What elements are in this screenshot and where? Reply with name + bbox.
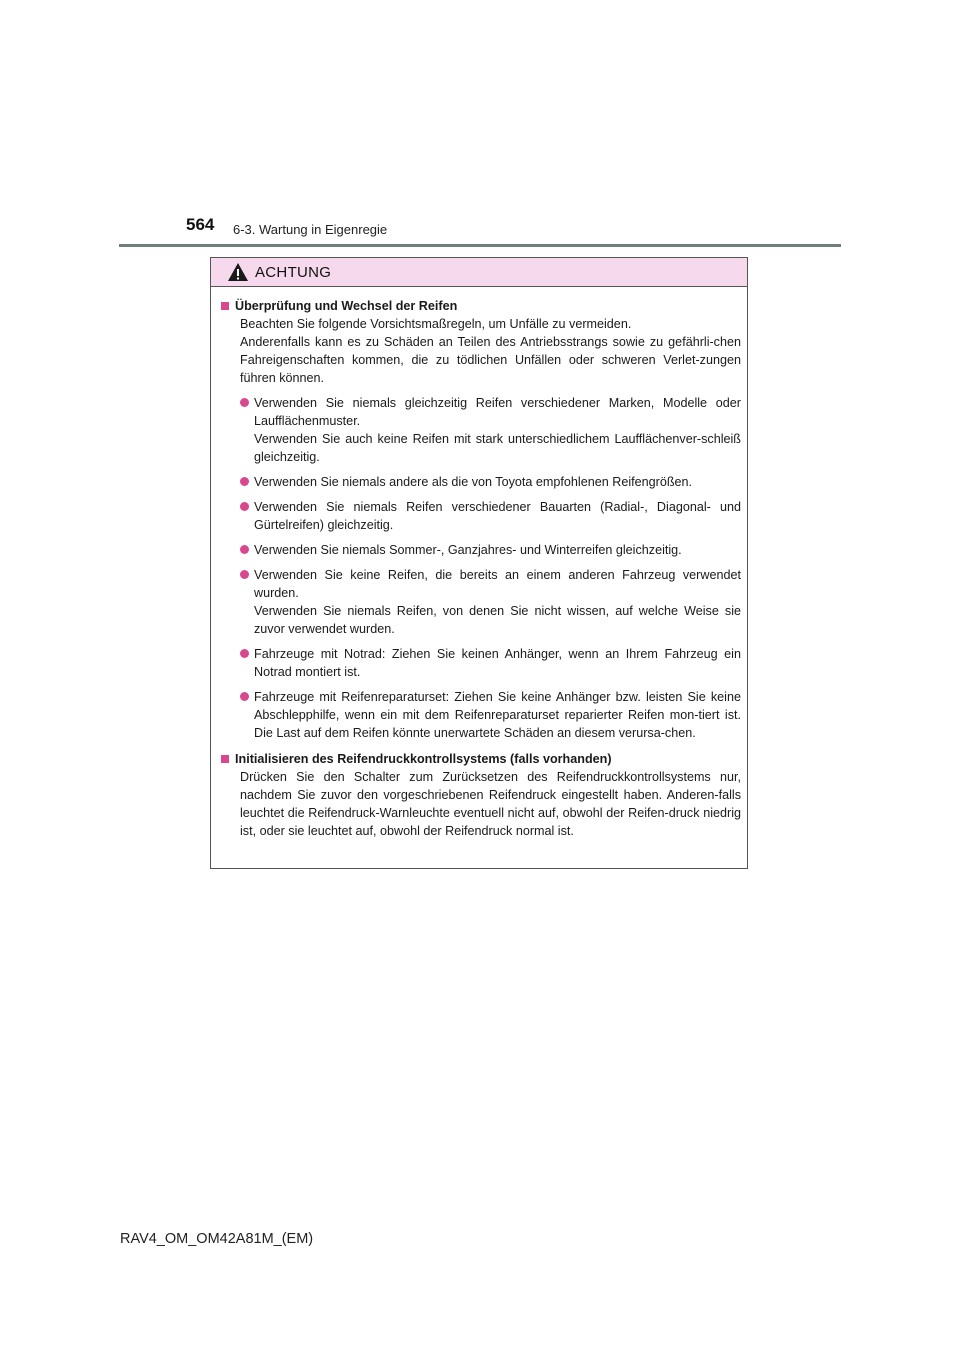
list-item-text: Verwenden Sie niemals gleichzeitig Reifen verschiedener Marken, Modelle oder Laufflächenmuster. <box>254 396 741 428</box>
topic-heading-text: Überprüfung und Wechsel der Reifen <box>235 299 458 313</box>
topic-heading <box>221 750 741 768</box>
list-item-text: Fahrzeuge mit Reifenreparaturset: Ziehen Sie keine Anhänger bzw. leisten Sie keine Abschlepphilfe, wenn ein mit dem Reifenreparaturset reparierter Reifen mon-tiert ist. Die Last auf dem Reifen könnte unerwartete Schäden an diesem verursa-chen. <box>254 690 741 740</box>
list-item <box>221 541 741 559</box>
topic-intro: Anderenfalls kann es zu Schäden an Teilen des Antriebsstrangs sowie zu gefährli-chen Fahreigenschaften kommen, die zu tödlichen Unfällen oder schweren Verlet-zungen führen können. <box>240 335 741 385</box>
list-item <box>221 394 741 466</box>
warning-header <box>211 258 747 287</box>
section-title: 6-3. Wartung in Eigenregie <box>233 222 388 237</box>
page-number: 564 <box>186 215 215 234</box>
topic-tpms-init <box>221 750 741 840</box>
topic-intro: Drücken Sie den Schalter zum Zurücksetzen des Reifendruckkontrollsystems nur, nachdem Sie zuvor den vorgeschriebenen Reifendruck eingestellt haben. Anderen-falls leuchtet die Reifendruck-Warnleuchte eventuell nicht auf, obwohl der Reifen-druck niedrig ist, oder sie leuchtet auf, obwohl der Reifendruck normal ist. <box>240 770 741 838</box>
bullet-dot-icon <box>240 545 249 554</box>
bullet-dot-icon <box>240 398 249 407</box>
warning-body <box>211 287 747 840</box>
list-item <box>221 688 741 742</box>
list-item-text: Fahrzeuge mit Notrad: Ziehen Sie keinen Anhänger, wenn an Ihrem Fahrzeug ein Notrad montiert ist. <box>254 647 741 679</box>
bullet-dot-icon <box>240 502 249 511</box>
list-item-text: Verwenden Sie niemals andere als die von Toyota empfohlenen Reifengrößen. <box>254 475 693 489</box>
list-item-text: Verwenden Sie niemals Reifen, von denen Sie nicht wissen, auf welche Weise sie zuvor verwendet wurden. <box>254 604 741 636</box>
list-item <box>221 645 741 681</box>
warning-triangle-icon <box>227 262 249 282</box>
document-code: RAV4_OM_OM42A81M_(EM) <box>120 1231 314 1247</box>
list-item <box>221 566 741 638</box>
square-bullet-icon <box>221 302 229 310</box>
topic-intro: Beachten Sie folgende Vorsichtsmaßregeln, um Unfälle zu vermeiden. <box>240 317 632 331</box>
bullet-dot-icon <box>240 570 249 579</box>
list-item-text: Verwenden Sie niemals Sommer-, Ganzjahres- und Winterreifen gleichzeitig. <box>254 543 682 557</box>
list-item-text: Verwenden Sie niemals Reifen verschiedener Bauarten (Radial-, Diagonal- und Gürtelreifen) gleichzeitig. <box>254 500 741 532</box>
topic-heading-text: Initialisieren des Reifendruckkontrollsystems (falls vorhanden) <box>235 752 612 766</box>
list-item-text: Verwenden Sie keine Reifen, die bereits an einem anderen Fahrzeug verwendet wurden. <box>254 568 741 600</box>
list-item <box>221 473 741 491</box>
warning-box <box>210 257 748 869</box>
topic-tire-check <box>221 297 741 742</box>
square-bullet-icon <box>221 755 229 763</box>
bullet-dot-icon <box>240 649 249 658</box>
topic-heading <box>221 297 741 315</box>
bullet-dot-icon <box>240 477 249 486</box>
list-item <box>221 498 741 534</box>
header-divider <box>119 244 841 247</box>
warning-title: ACHTUNG <box>255 263 332 281</box>
bullet-dot-icon <box>240 692 249 701</box>
list-item-text: Verwenden Sie auch keine Reifen mit stark unterschiedlichem Laufflächenver-schleiß gleichzeitig. <box>254 432 741 464</box>
